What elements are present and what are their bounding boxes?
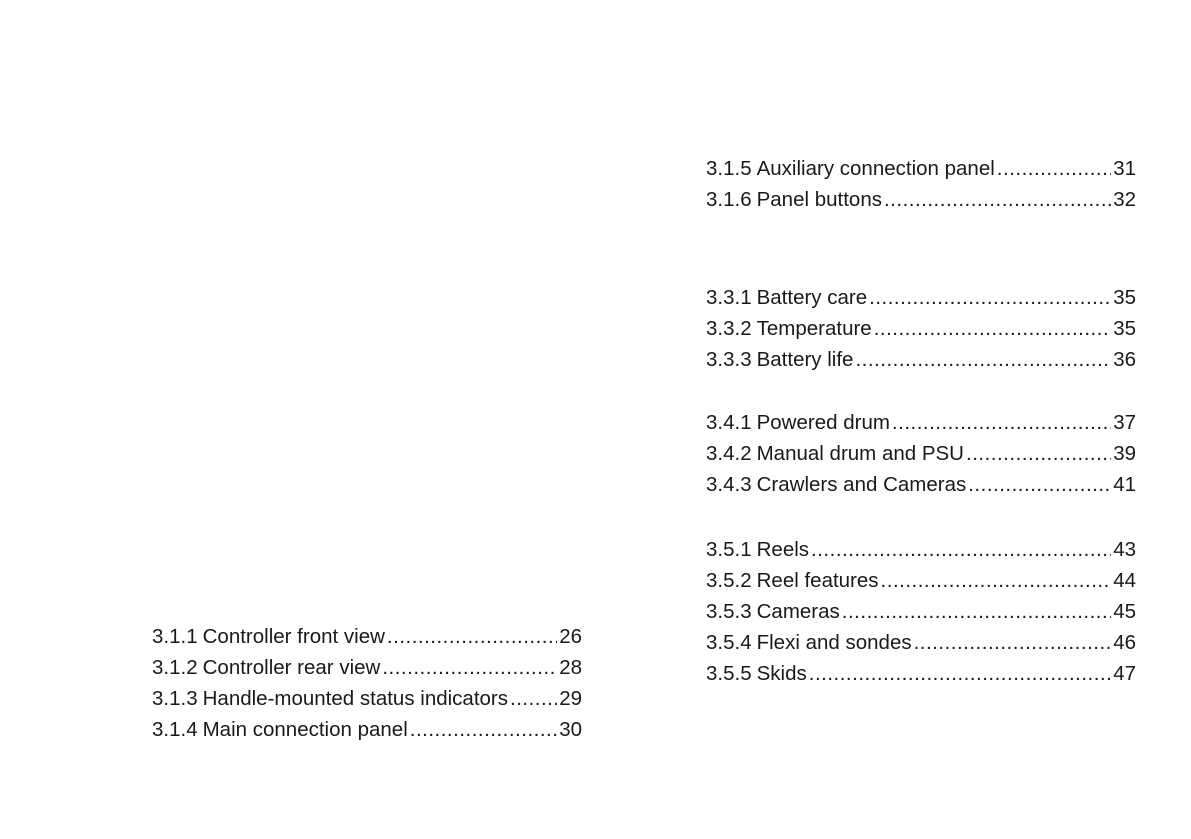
toc-entry-page: 35 [1113,286,1136,309]
dot-leader [997,153,1111,184]
toc-entry-number: 3.3.2 [706,317,752,340]
toc-group-3-1 [706,153,1136,215]
toc-entry-number: 3.5.2 [706,569,752,592]
toc-entry-number: 3.4.3 [706,473,752,496]
toc-entry-number: 3.4.1 [706,411,752,434]
toc-entry[interactable] [152,714,582,745]
toc-group-3-4 [706,407,1136,500]
toc-entry-title: Handle-mounted status indicators [202,687,508,710]
toc-entry-page: 46 [1113,631,1136,654]
dot-leader [966,438,1111,469]
dot-leader [811,534,1111,565]
toc-entry-number: 3.5.3 [706,600,752,623]
toc-group-3-5 [706,534,1136,689]
toc-entry-number: 3.5.1 [706,538,752,561]
toc-entry-title: Temperature [756,317,872,340]
toc-entry-number: 3.4.2 [706,442,752,465]
toc-entry-title: Main connection panel [202,718,408,741]
toc-entry[interactable] [706,282,1136,313]
toc-entry[interactable] [706,438,1136,469]
toc-entry-page: 35 [1113,317,1136,340]
toc-entry-page: 39 [1113,442,1136,465]
toc-entry[interactable] [706,658,1136,689]
dot-leader [914,627,1112,658]
toc-entry-title: Flexi and sondes [756,631,912,654]
toc-entry[interactable] [706,627,1136,658]
toc-entry-title: Auxiliary connection panel [756,157,995,180]
toc-entry-title: Skids [756,662,807,685]
toc-entry-number: 3.1.6 [706,188,752,211]
toc-entry-title: Panel buttons [756,188,882,211]
toc-entry-page: 31 [1113,157,1136,180]
dot-leader [510,683,557,714]
toc-entry-title: Battery care [756,286,868,309]
dot-leader [892,407,1111,438]
toc-entry[interactable] [706,596,1136,627]
toc-entry[interactable] [706,534,1136,565]
dot-leader [874,313,1111,344]
dot-leader [842,596,1111,627]
toc-entry-title: Powered drum [756,411,890,434]
toc-entry-number: 3.1.1 [152,625,198,648]
dot-leader [881,565,1112,596]
toc-entry-page: 36 [1113,348,1136,371]
toc-entry-number: 3.1.4 [152,718,198,741]
toc-entry-title: Controller rear view [202,656,381,679]
toc-entry-title: Manual drum and PSU [756,442,964,465]
toc-entry-page: 30 [559,718,582,741]
toc-entry-number: 3.1.3 [152,687,198,710]
toc-entry-page: 29 [559,687,582,710]
toc-entry[interactable] [706,153,1136,184]
toc-entry[interactable] [152,652,582,683]
toc-entry-number: 3.3.3 [706,348,752,371]
toc-entry-number: 3.5.4 [706,631,752,654]
dot-leader [382,652,557,683]
toc-entry-page: 26 [559,625,582,648]
toc-entry-page: 28 [559,656,582,679]
toc-entry[interactable] [706,469,1136,500]
toc-entry-title: Controller front view [202,625,385,648]
dot-leader [387,621,557,652]
toc-entry-page: 45 [1113,600,1136,623]
toc-entry[interactable] [706,407,1136,438]
toc-entry[interactable] [706,184,1136,215]
dot-leader [809,658,1111,689]
toc-entry-page: 32 [1113,188,1136,211]
toc-entry-page: 37 [1113,411,1136,434]
toc-entry[interactable] [706,344,1136,375]
toc-entry-title: Reels [756,538,810,561]
toc-entry-title: Crawlers and Cameras [756,473,967,496]
toc-group-3-3 [706,282,1136,375]
toc-entry-page: 41 [1113,473,1136,496]
toc-entry-page: 44 [1113,569,1136,592]
toc-entry-page: 43 [1113,538,1136,561]
toc-entry-page: 47 [1113,662,1136,685]
dot-leader [869,282,1111,313]
toc-entry-title: Cameras [756,600,840,623]
toc-entry-number: 3.1.5 [706,157,752,180]
toc-entry-title: Reel features [756,569,879,592]
toc-entry-title: Battery life [756,348,854,371]
toc-entry[interactable] [152,621,582,652]
dot-leader [855,344,1111,375]
dot-leader [968,469,1111,500]
toc-entry-number: 3.1.2 [152,656,198,679]
dot-leader [410,714,557,745]
dot-leader [884,184,1111,215]
toc-entry[interactable] [706,565,1136,596]
toc-entry[interactable] [706,313,1136,344]
toc-entry-number: 3.3.1 [706,286,752,309]
toc-entry-number: 3.5.5 [706,662,752,685]
toc-entry[interactable] [152,683,582,714]
toc-left-column [152,621,582,745]
